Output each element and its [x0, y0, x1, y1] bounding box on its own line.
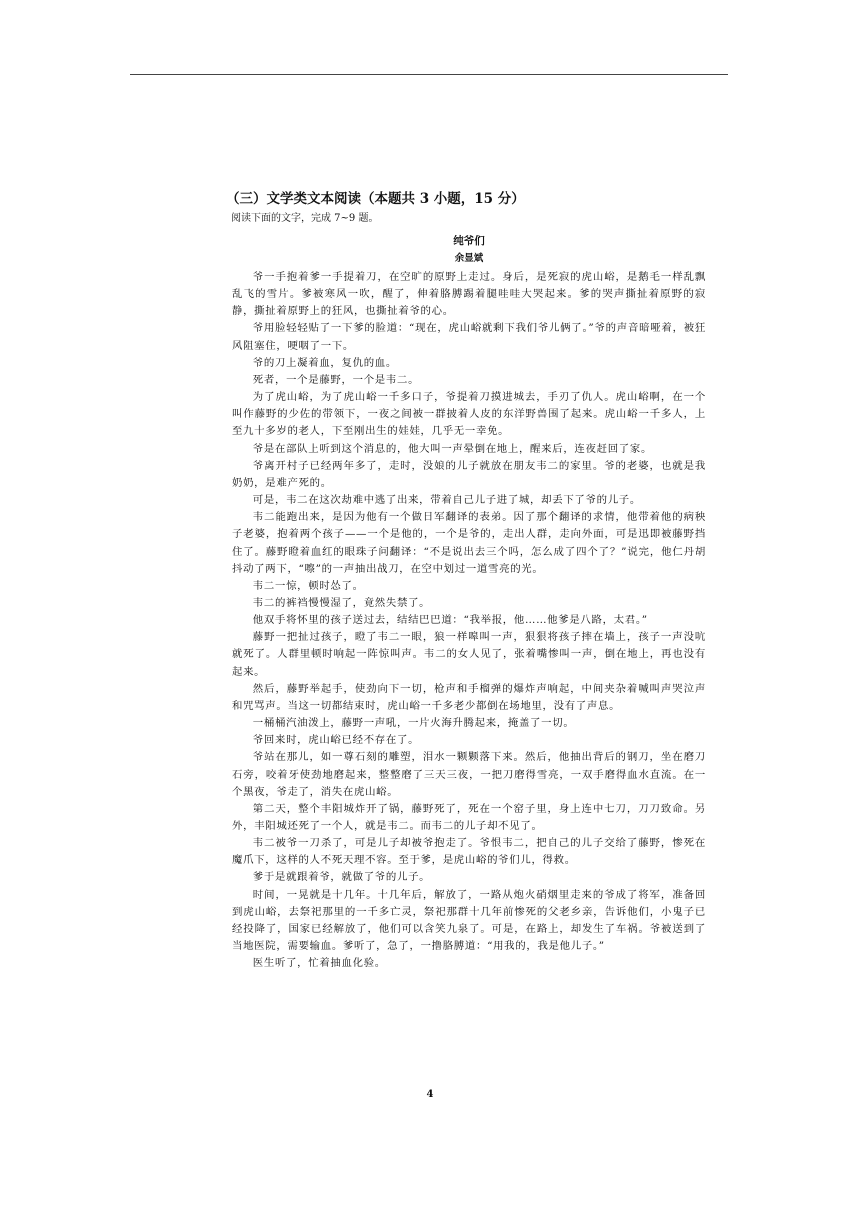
- article-paragraph: 死者，一个是藤野，一个是韦二。: [252, 373, 420, 386]
- article-paragraph: 医生听了，忙着抽血化验。: [252, 957, 386, 970]
- article-paragraph: 可是，韦二在这次劫难中逃了出来，带着自己儿子进了城，却丢下了爷的儿子。: [252, 494, 641, 507]
- article-paragraph: 韦二被爷一刀杀了，可是儿子却被爷抱走了。爷恨韦二，把自己的儿子交给了藤野，惨死在魔爪下，这样的人不死天理不容。至于爹，是虎山峪的爷们儿，得救。: [232, 837, 706, 867]
- reading-instruction: 阅读下面的文字，完成 7~9 题。: [231, 213, 379, 224]
- article-paragraph: 韦二一惊，顿时怂了。: [252, 579, 364, 592]
- article-author: 余显斌: [454, 253, 484, 264]
- article-paragraph: 然后，藤野举起手，使劲向下一切，枪声和手榴弹的爆炸声响起，中间夹杂着喊叫声哭泣声和咒骂声。当这一切都结束时，虎山峪一千多老少都倒在场地里，没有了声息。: [232, 682, 706, 712]
- article-paragraph: 爷站在那儿，如一尊石刻的雕塑，泪水一颗颗落下来。然后，他抽出背后的钢刀，坐在磨刀石旁，咬着牙使劲地磨起来，整整磨了三天三夜，一把刀磨得雪亮，一双手磨得血水直流。在一个黑夜，爷走了，消失在虎山峪。: [232, 751, 706, 798]
- reading-section: [226, 188, 706, 972]
- article-paragraph: 第二天，整个丰阳城炸开了锅，藤野死了，死在一个窑子里，身上连中七刀，刀刀致命。另外，丰阳城还死了一个人，就是韦二。而韦二的儿子却不见了。: [232, 802, 706, 832]
- article-paragraph: 爷是在部队上听到这个消息的，他大叫一声晕倒在地上，醒来后，连夜赶回了家。: [252, 442, 653, 455]
- article-paragraph: 为了虎山峪，为了虎山峪一千多口子，爷提着刀摸进城去，手刃了仇人。虎山峪啊，在一个叫作藤野的少佐的带领下，一夜之间被一群披着人皮的东洋野兽围了起来。虎山峪一千多人，上至九十多岁的老人，下至刚出生的娃娃，几乎无一幸免。: [232, 391, 706, 438]
- article-paragraph: 藤野一把扯过孩子，瞪了韦二一眼，狼一样嗥叫一声，狠狠将孩子摔在墙上，孩子一声没吭就死了。人群里顿时响起一阵惊叫声。韦二的女人见了，张着嘴惨叫一声，倒在地上，再也没有起来。: [232, 631, 706, 678]
- article-paragraph: 爹于是就跟着爷，就做了爷的儿子。: [252, 871, 431, 884]
- article-paragraph: 爷用脸轻轻贴了一下爹的脸道：“现在，虎山峪就剩下我们爷儿俩了。”爷的声音暗哑着，被狂风阻塞住，哽咽了一下。: [232, 322, 706, 352]
- article-paragraph: 一桶桶汽油泼上，藤野一声吼，一片火海升腾起来，掩盖了一切。: [252, 717, 575, 730]
- article-paragraph: 他双手将怀里的孩子送过去，结结巴巴道：“我举报，他……他爹是八路，太君。”: [252, 614, 648, 627]
- page-number: 4: [426, 1089, 434, 1100]
- header-rule: [130, 74, 728, 75]
- article-paragraph: 爷一手抱着爹一手提着刀，在空旷的原野上走过。身后，是死寂的虎山峪，是鹅毛一样乱飘乱飞的雪片。爹被寒风一吹，醒了，伸着胳膊踢着腿哇哇大哭起来。爹的哭声撕扯着原野的寂静，撕扯着原野上的狂风，也撕扯着爷的心。: [232, 271, 706, 318]
- section-heading: （三）文学类文本阅读（本题共 3 小题，15 分）: [226, 191, 525, 207]
- article-paragraph: 韦二能跑出来，是因为他有一个做日军翻译的表弟。因了那个翻译的求情，他带着他的病秧子老婆，抱着两个孩子——一个是他的，一个是爷的，走出人群，走向外面，可是迅即被藤野挡住了。藤野瞪着血红的眼珠子问翻译：“不是说出去三个吗，怎么成了四个了？”说完，他仁丹胡抖动了两下，“嚓”的一声抽出战刀，在空中划过一道雪亮的光。: [232, 511, 706, 575]
- article-body: [232, 269, 706, 972]
- article-title: 纯爷们: [453, 235, 485, 247]
- article-paragraph: 爷回来时，虎山峪已经不存在了。: [252, 734, 420, 747]
- article-paragraph: 爷离开村子已经两年多了，走时，没娘的儿子就放在朋友韦二的家里。爷的老婆，也就是我奶奶，是难产死的。: [232, 459, 706, 489]
- article-paragraph: 时间，一晃就是十几年。十几年后，解放了，一路从炮火硝烟里走来的爷成了将军，准备回到虎山峪，去祭祀那里的一千多亡灵，祭祀那群十几年前惨死的父老乡亲，告诉他们，小鬼子已经投降了，国家已经解放了，他们可以含笑九泉了。可是，在路上，却发生了车祸。爷被送到了当地医院，需要输血。爹听了，急了，一撸胳膊道：“用我的，我是他儿子。”: [232, 888, 706, 953]
- article-paragraph: 爷的刀上凝着血，复仇的血。: [252, 356, 397, 369]
- article-paragraph: 韦二的裤裆慢慢湿了，竟然失禁了。: [252, 596, 431, 609]
